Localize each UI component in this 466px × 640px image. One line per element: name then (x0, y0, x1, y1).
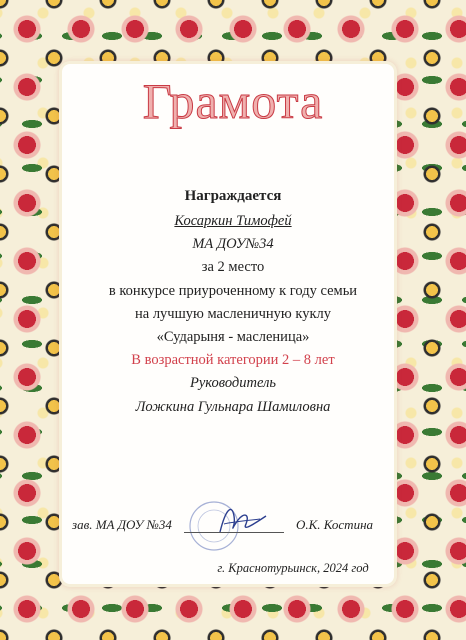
signature-line (184, 532, 284, 533)
contest-name: «Сударыня - масленица» (156, 328, 310, 345)
recipient-name: Косаркин Тимофей (174, 213, 292, 229)
organization: МА ДОУ№34 (192, 236, 274, 253)
contest-line-1: в конкурсе приуроченному к году семьи (108, 282, 358, 299)
stamp-and-signature (180, 494, 272, 554)
leader-name: Ложкина Гульнара Шамиловна (135, 398, 331, 415)
signer-name: О.К. Костина (296, 517, 374, 532)
certificate-title: Грамота (142, 73, 324, 129)
certificate-body (60, 184, 406, 419)
awarded-heading: Награждается (184, 188, 282, 204)
signer-position: зав. МА ДОУ №34 (72, 517, 172, 532)
age-category: В возрастной категории 2 – 8 лет (131, 352, 335, 369)
place-and-year: г. Краснотурьинск, 2024 год (217, 561, 369, 575)
leader-label: Руководитель (190, 375, 276, 392)
place-line: за 2 место (201, 259, 265, 276)
contest-line-2: на лучшую масленичную куклу (135, 305, 331, 322)
